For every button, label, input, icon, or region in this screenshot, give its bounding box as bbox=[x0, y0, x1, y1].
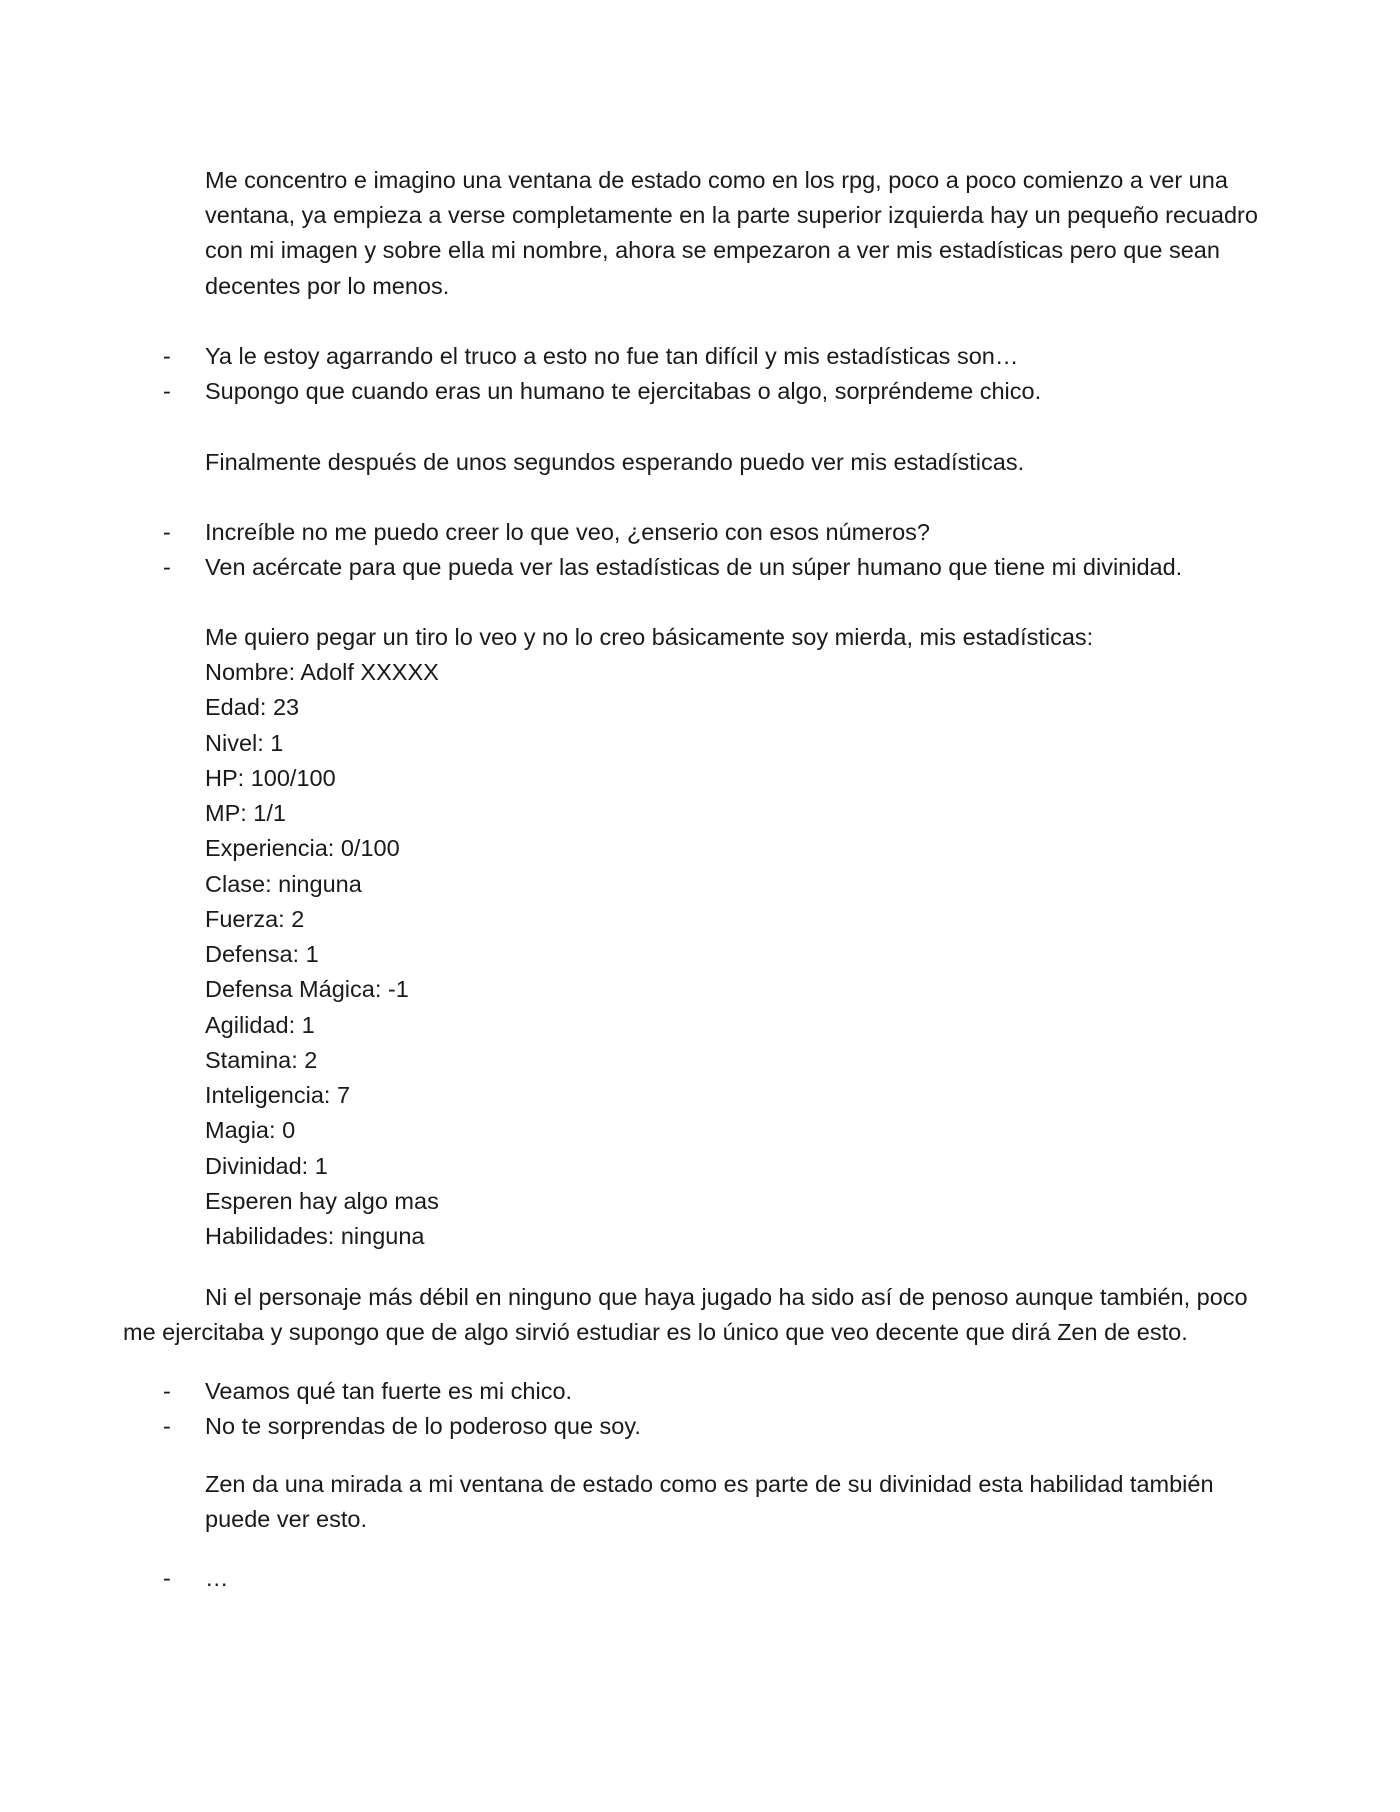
dialogue-text: Ven acércate para que pueda ver las estadísticas de un súper humano que tiene mi divinidad. bbox=[205, 554, 1183, 580]
paragraph-zen-looks: Zen da una mirada a mi ventana de estado como es parte de su divinidad esta habilidad también puede ver esto. bbox=[205, 1471, 1214, 1533]
dialogue-dash: - bbox=[163, 343, 171, 369]
stat-something-more: Esperen hay algo mas bbox=[205, 1187, 439, 1214]
stats-list bbox=[205, 655, 439, 1254]
paragraph-status-window: Me concentro e imagino una ventana de estado como en los rpg, poco a poco comienzo a ver una ventana, ya empieza a verse completamente en la parte superior izquierda hay un pequeño recuadro con mi imagen y sobre ella mi nombre, ahora se empezaron a ver mis estadísticas pero que sean decentes por lo menos. bbox=[205, 167, 1258, 299]
stat-class: Clase: ninguna bbox=[205, 870, 362, 897]
paragraph-waiting: Finalmente después de unos segundos esperando puedo ver mis estadísticas. bbox=[205, 449, 1025, 475]
stat-divinity: Divinidad: 1 bbox=[205, 1152, 328, 1179]
stat-name: Nombre: Adolf XXXXX bbox=[205, 659, 439, 685]
dialogue-text: Veamos qué tan fuerte es mi chico. bbox=[205, 1378, 573, 1404]
stat-mp: MP: 1/1 bbox=[205, 800, 286, 826]
stat-strength: Fuerza: 2 bbox=[205, 905, 305, 932]
stat-level: Nivel: 1 bbox=[205, 729, 284, 756]
dialogue-text: … bbox=[205, 1565, 229, 1591]
stat-magic-defense: Defensa Mágica: -1 bbox=[205, 976, 409, 1003]
stat-age: Edad: 23 bbox=[205, 694, 300, 721]
stat-magic: Magia: 0 bbox=[205, 1117, 296, 1144]
stat-stamina: Stamina: 2 bbox=[205, 1046, 318, 1073]
dialogue-dash: - bbox=[163, 378, 171, 404]
stat-skills: Habilidades: ninguna bbox=[205, 1223, 425, 1249]
dialogue-dash: - bbox=[163, 554, 171, 580]
stat-agility: Agilidad: 1 bbox=[205, 1011, 315, 1038]
dialogue-text: Ya le estoy agarrando el truco a esto no fue tan difícil y mis estadísticas son… bbox=[205, 343, 1019, 369]
stat-experience: Experiencia: 0/100 bbox=[205, 835, 400, 862]
dialogue-text: Supongo que cuando eras un humano te ejercitabas o algo, sorpréndeme chico. bbox=[205, 378, 1042, 404]
stat-hp: HP: 100/100 bbox=[205, 764, 336, 791]
paragraph-stats-intro: Me quiero pegar un tiro lo veo y no lo creo básicamente soy mierda, mis estadísticas: bbox=[205, 624, 1094, 650]
dialogue-text: Increíble no me puedo creer lo que veo, ¿enserio con esos números? bbox=[205, 519, 931, 545]
dialogue-dash: - bbox=[163, 1378, 171, 1404]
stat-defense: Defensa: 1 bbox=[205, 941, 319, 967]
dialogue-dash: - bbox=[163, 519, 171, 545]
dialogue-text: No te sorprendas de lo poderoso que soy. bbox=[205, 1413, 641, 1439]
dialogue-dash: - bbox=[163, 1565, 171, 1591]
paragraph-weakest: Ni el personaje más débil en ninguno que haya jugado ha sido así de penoso aunque también, poco me ejercitaba y supongo que de algo sirvió estudiar es lo único que veo decente que dirá Zen de esto. bbox=[123, 1284, 1248, 1346]
stat-intelligence: Inteligencia: 7 bbox=[205, 1082, 351, 1108]
dialogue-dash: - bbox=[163, 1413, 171, 1439]
